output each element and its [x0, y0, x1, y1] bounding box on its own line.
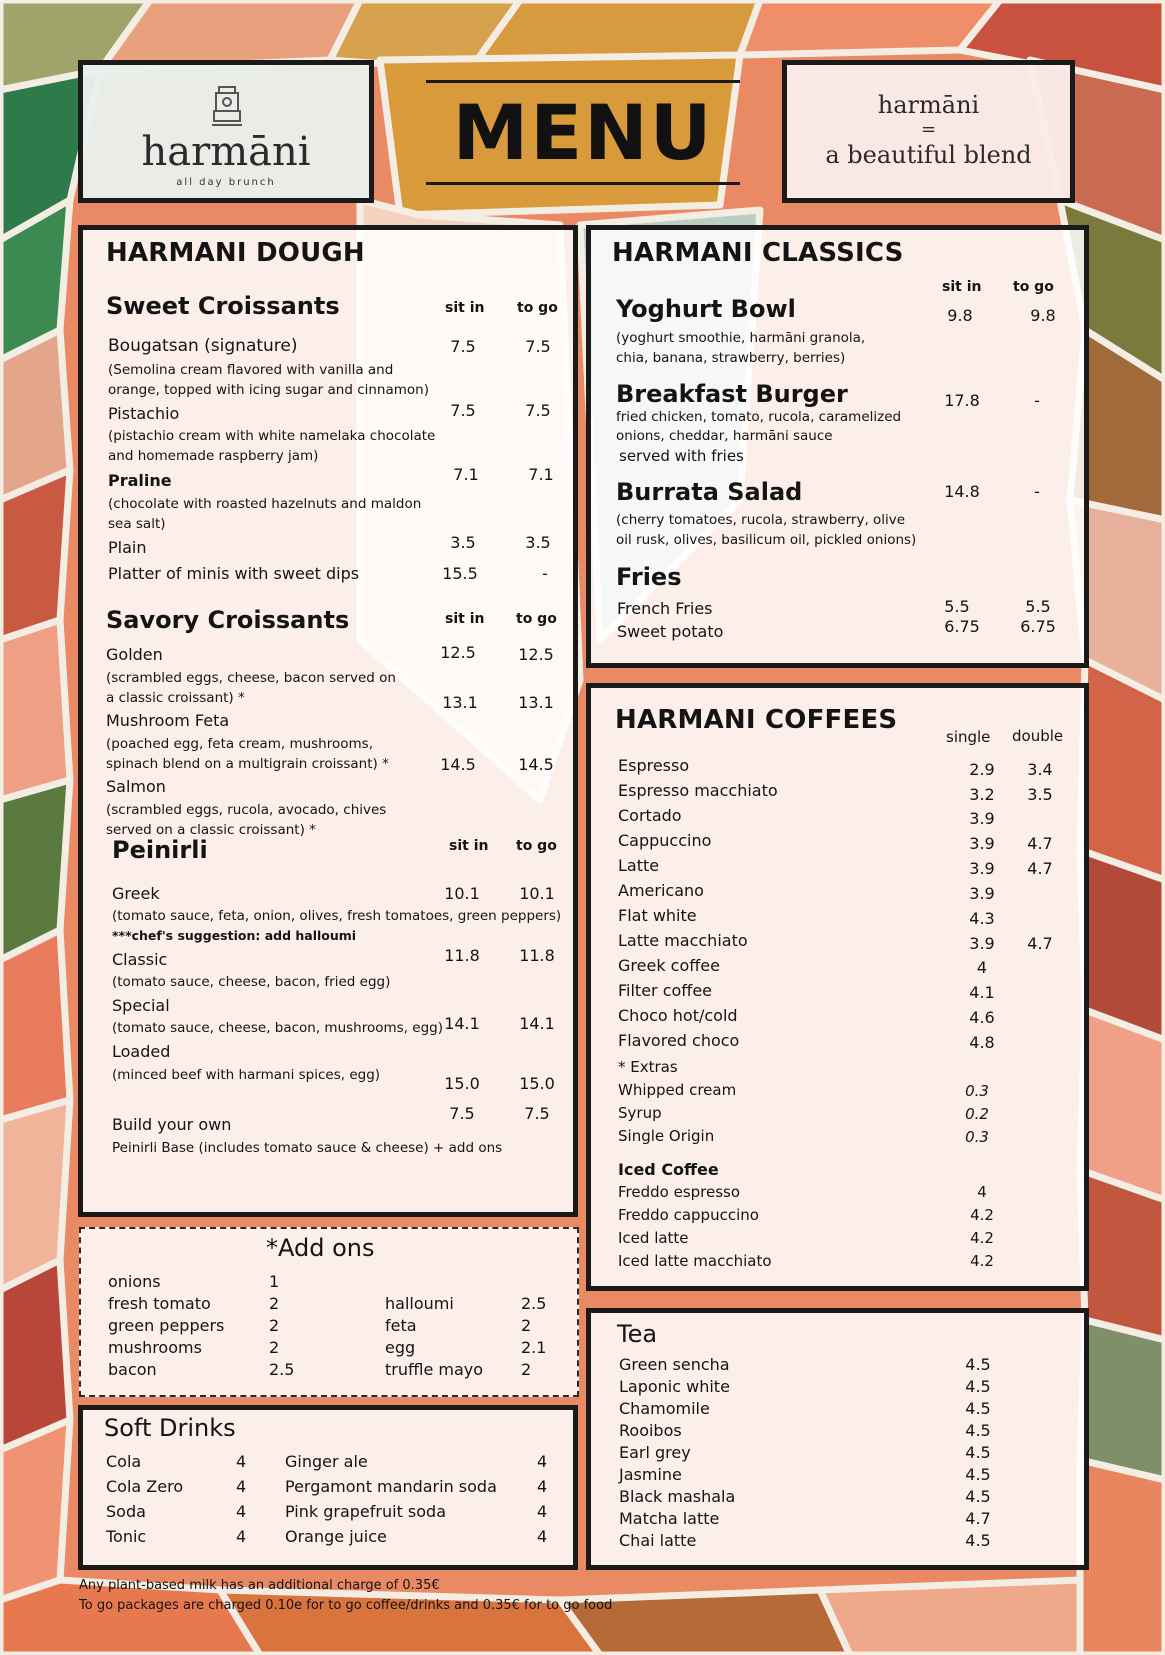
- menu-item-desc: chia, banana, strawberry, berries): [616, 350, 846, 366]
- drink-name: Pink grapefruit soda: [285, 1502, 447, 1521]
- logo-box: [78, 60, 374, 203]
- price-sit-in: 7.5: [450, 337, 476, 356]
- drink-price: 4: [236, 1477, 247, 1496]
- menu-item-name: Breakfast Burger: [616, 380, 848, 408]
- coffee-name: Americano: [618, 881, 704, 900]
- tea-price: 4.5: [965, 1399, 991, 1418]
- drink-name: Pergamont mandarin soda: [285, 1477, 497, 1496]
- price-to-go: 3.5: [525, 533, 551, 552]
- extras-title: * Extras: [618, 1058, 678, 1076]
- price-sit-in: 9.8: [947, 306, 973, 325]
- logo-tagline: all day brunch: [176, 177, 276, 188]
- price-to-go: 5.5: [1025, 597, 1051, 616]
- menu-item-desc: onions, cheddar, harmāni sauce: [616, 428, 833, 444]
- menu-item-name: Classic: [112, 950, 168, 969]
- price-sit-in: 3.5: [450, 533, 476, 552]
- coffees-title: HARMANI COFFEES: [615, 705, 898, 735]
- menu-item-name: Bougatsan (signature): [108, 336, 298, 356]
- menu-item-name: Plain: [108, 538, 147, 557]
- addon-name: halloumi: [385, 1294, 454, 1313]
- drink-price: 4: [537, 1502, 548, 1521]
- addon-name: egg: [385, 1338, 416, 1357]
- price-to-go: 11.8: [519, 946, 555, 965]
- coffee-name: Greek coffee: [618, 956, 720, 975]
- drink-name: Cola Zero: [106, 1477, 184, 1496]
- menu-item-name: Platter of minis with sweet dips: [108, 564, 360, 583]
- price-to-go: 7.1: [528, 465, 554, 484]
- addons-title: *Add ons: [266, 1234, 375, 1262]
- menu-item-desc: served on a classic croissant) *: [106, 822, 316, 838]
- coffee-name: Espresso macchiato: [618, 781, 778, 800]
- price-sit-in: 13.1: [442, 693, 478, 712]
- addon-name: truffle mayo: [385, 1360, 484, 1379]
- price-sit-in: 14.5: [440, 755, 476, 774]
- tea-name: Laponic white: [619, 1377, 730, 1396]
- drink-price: 4: [537, 1452, 548, 1471]
- peinirli-title: Peinirli: [112, 836, 208, 864]
- coffee-single-price: 4: [976, 958, 988, 977]
- menu-item-desc: (yoghurt smoothie, harmāni granola,: [616, 330, 866, 346]
- coffee-single-price: 4.1: [969, 983, 995, 1002]
- drink-price: 4: [537, 1477, 548, 1496]
- price-sit-in: 10.1: [444, 884, 480, 903]
- coffee-double-price: 3.4: [1027, 760, 1053, 779]
- savory-croissants-title: Savory Croissants: [106, 606, 350, 634]
- tea-price: 4.7: [965, 1509, 991, 1528]
- menu-item-desc: oil rusk, olives, basilicum oil, pickled onions): [616, 532, 917, 548]
- menu-item-name: Special: [112, 996, 170, 1015]
- footer-note-plant-milk: Any plant-based milk has an additional charge of 0.35€: [79, 1578, 440, 1593]
- menu-item-desc: (chocolate with roasted hazelnuts and maldon: [108, 496, 422, 512]
- price-to-go: 13.1: [518, 693, 554, 712]
- price-sit-in: 11.8: [444, 946, 480, 965]
- iced-name: Freddo cappuccino: [618, 1206, 759, 1224]
- extra-price: 0.2: [965, 1105, 989, 1123]
- sweet-to-go-header: to go: [517, 300, 558, 316]
- menu-item-desc: Peinirli Base (includes tomato sauce & cheese) + add ons: [112, 1140, 503, 1156]
- drink-price: 4: [236, 1527, 247, 1546]
- price-sit-in: 5.5: [944, 597, 970, 616]
- addon-price: 2.1: [521, 1338, 547, 1357]
- coffee-name: Flat white: [618, 906, 697, 925]
- coffee-single-price: 3.9: [969, 809, 995, 828]
- coffees-single-header: single: [946, 728, 991, 746]
- price-to-go: -: [1034, 482, 1040, 501]
- price-to-go: -: [542, 564, 548, 583]
- price-to-go: 9.8: [1030, 306, 1056, 325]
- classics-sit-in-header: sit in: [942, 279, 982, 295]
- coffee-name: Cortado: [618, 806, 682, 825]
- tea-title: Tea: [617, 1320, 658, 1348]
- tea-name: Rooibos: [619, 1421, 682, 1440]
- menu-item-name: Pistachio: [108, 404, 180, 423]
- price-to-go: 12.5: [518, 645, 554, 664]
- coffee-single-price: 3.9: [969, 834, 995, 853]
- iced-price: 4.2: [970, 1229, 994, 1247]
- tea-price: 4.5: [965, 1487, 991, 1506]
- price-sit-in: 7.5: [450, 401, 476, 420]
- menu-item-desc: (tomato sauce, cheese, bacon, fried egg): [112, 974, 391, 990]
- tea-name: Green sencha: [619, 1355, 730, 1374]
- menu-item-desc: (Semolina cream flavored with vanilla and: [108, 362, 394, 378]
- tea-name: Earl grey: [619, 1443, 691, 1462]
- coffee-name: Choco hot/cold: [618, 1006, 738, 1025]
- menu-item-name: Greek: [112, 884, 160, 903]
- footer-note-to-go: To go packages are charged 0.10e for to go coffee/drinks and 0.35€ for to go food: [79, 1598, 613, 1613]
- coffee-single-price: 4.8: [969, 1033, 995, 1052]
- drink-name: Tonic: [106, 1527, 147, 1546]
- addon-name: green peppers: [108, 1316, 225, 1335]
- menu-item-name: Praline: [108, 471, 172, 490]
- menu-item-desc: fried chicken, tomato, rucola, caramelized: [616, 409, 902, 425]
- coffee-double-price: 4.7: [1027, 834, 1053, 853]
- tea-name: Matcha latte: [619, 1509, 720, 1528]
- peinirli-sit-in-header: sit in: [449, 838, 489, 854]
- menu-item-desc: (scrambled eggs, cheese, bacon served on: [106, 670, 396, 686]
- fries-title: Fries: [616, 563, 682, 591]
- addon-price: 2: [521, 1316, 532, 1335]
- peinirli-to-go-header: to go: [516, 838, 557, 854]
- drink-price: 4: [537, 1527, 548, 1546]
- tea-name: Jasmine: [619, 1465, 682, 1484]
- classics-title: HARMANI CLASSICS: [612, 238, 904, 268]
- tagline-line2: a beautiful blend: [825, 141, 1032, 169]
- iced-price: 4: [977, 1183, 987, 1201]
- addon-name: bacon: [108, 1360, 157, 1379]
- dough-title: HARMANI DOUGH: [106, 238, 365, 268]
- iced-price: 4.2: [970, 1252, 994, 1270]
- extra-price: 0.3: [965, 1128, 989, 1146]
- tea-price: 4.5: [965, 1465, 991, 1484]
- iced-name: Freddo espresso: [618, 1183, 741, 1201]
- price-sit-in: 6.75: [944, 617, 980, 636]
- menu-title-rule-bottom: [426, 182, 740, 185]
- menu-item-desc: orange, topped with icing sugar and cinnamon): [108, 382, 429, 398]
- price-to-go: 15.0: [519, 1074, 555, 1093]
- addon-price: 2: [521, 1360, 532, 1379]
- tea-price: 4.5: [965, 1377, 991, 1396]
- drink-price: 4: [236, 1452, 247, 1471]
- addon-price: 2.5: [521, 1294, 547, 1313]
- menu-item-desc: (pistachio cream with white namelaka chocolate: [108, 428, 436, 444]
- price-to-go: 10.1: [519, 884, 555, 903]
- menu-item-desc: (scrambled eggs, rucola, avocado, chives: [106, 802, 387, 818]
- coffee-single-price: 2.9: [969, 760, 995, 779]
- coffee-single-price: 4.3: [969, 909, 995, 928]
- coffee-single-price: 3.9: [969, 934, 995, 953]
- menu-item-name: Salmon: [106, 777, 166, 796]
- price-to-go: 7.5: [525, 401, 551, 420]
- tea-price: 4.5: [965, 1421, 991, 1440]
- addon-price: 1: [269, 1272, 280, 1291]
- menu-item-name: French Fries: [617, 599, 713, 618]
- price-sit-in: 12.5: [440, 643, 476, 662]
- menu-item-desc: spinach blend on a multigrain croissant) *: [106, 756, 389, 772]
- price-to-go: 7.5: [525, 337, 551, 356]
- coffee-name: Cappuccino: [618, 831, 712, 850]
- drink-name: Soda: [106, 1502, 146, 1521]
- menu-item-desc: (poached egg, feta cream, mushrooms,: [106, 736, 373, 752]
- drink-price: 4: [236, 1502, 247, 1521]
- savory-sit-in-header: sit in: [445, 611, 485, 627]
- iced-name: Iced latte: [618, 1229, 689, 1247]
- menu-title: MENU: [452, 88, 714, 177]
- price-to-go: 6.75: [1020, 617, 1056, 636]
- menu-item-desc: (tomato sauce, feta, onion, olives, fresh tomatoes, green peppers): [112, 908, 562, 924]
- extra-price: 0.3: [965, 1082, 989, 1100]
- price-to-go: 7.5: [524, 1104, 550, 1123]
- tea-price: 4.5: [965, 1443, 991, 1462]
- soft-drinks-title: Soft Drinks: [104, 1414, 236, 1442]
- menu-item-desc: served with fries: [619, 447, 744, 465]
- coffee-name: Espresso: [618, 756, 690, 775]
- tea-price: 4.5: [965, 1355, 991, 1374]
- addon-name: feta: [385, 1316, 417, 1335]
- coffees-double-header: double: [1012, 727, 1064, 745]
- addon-name: mushrooms: [108, 1338, 202, 1357]
- tea-name: Black mashala: [619, 1487, 736, 1506]
- coffee-double-price: 4.7: [1027, 934, 1053, 953]
- menu-item-desc: (tomato sauce, cheese, bacon, mushrooms, egg): [112, 1020, 443, 1036]
- coffee-single-price: 3.9: [969, 859, 995, 878]
- addon-name: onions: [108, 1272, 161, 1291]
- price-sit-in: 14.1: [444, 1014, 480, 1033]
- menu-item-desc: (minced beef with harmani spices, egg): [112, 1067, 381, 1083]
- sweet-croissants-title: Sweet Croissants: [106, 292, 340, 320]
- chef-suggestion: ***chef's suggestion: add halloumi: [112, 928, 357, 943]
- menu-item-name: Mushroom Feta: [106, 711, 230, 730]
- tea-name: Chai latte: [619, 1531, 697, 1550]
- addon-name: fresh tomato: [108, 1294, 211, 1313]
- tea-name: Chamomile: [619, 1399, 710, 1418]
- coffee-double-price: 3.5: [1027, 785, 1053, 804]
- coffee-single-price: 4.6: [969, 1008, 995, 1027]
- coffee-double-price: 4.7: [1027, 859, 1053, 878]
- menu-item-name: Loaded: [112, 1042, 171, 1061]
- menu-item-name: Golden: [106, 645, 163, 664]
- price-sit-in: 15.5: [442, 564, 478, 583]
- addon-price: 2: [269, 1294, 280, 1313]
- coffee-name: Latte: [618, 856, 660, 875]
- tagline-line1: harmāni: [877, 91, 980, 119]
- menu-item-desc: (cherry tomatoes, rucola, strawberry, olive: [616, 512, 906, 528]
- coffee-name: Flavored choco: [618, 1031, 740, 1050]
- tea-price: 4.5: [965, 1531, 991, 1550]
- coffee-name: Filter coffee: [618, 981, 713, 1000]
- savory-to-go-header: to go: [516, 611, 557, 627]
- price-to-go: 14.1: [519, 1014, 555, 1033]
- menu-item-name: Build your own: [112, 1115, 232, 1134]
- drink-name: Orange juice: [285, 1527, 387, 1546]
- menu-item-desc: a classic croissant) *: [106, 690, 245, 706]
- coffee-single-price: 3.9: [969, 884, 995, 903]
- tagline-equals: =: [920, 119, 937, 140]
- coffee-name: Latte macchiato: [618, 931, 748, 950]
- menu-title-rule-top: [426, 80, 740, 83]
- price-to-go: -: [1034, 391, 1040, 410]
- addon-price: 2: [269, 1338, 280, 1357]
- sweet-sit-in-header: sit in: [445, 300, 485, 316]
- addon-price: 2.5: [269, 1360, 295, 1379]
- drink-name: Cola: [106, 1452, 142, 1471]
- tagline-box: [782, 60, 1075, 203]
- drink-name: Ginger ale: [285, 1452, 368, 1471]
- price-sit-in: 17.8: [944, 391, 980, 410]
- menu-item-desc: sea salt): [108, 516, 166, 532]
- iced-coffee-title: Iced Coffee: [618, 1160, 719, 1179]
- iced-price: 4.2: [970, 1206, 994, 1224]
- menu-item-name: Burrata Salad: [616, 478, 803, 506]
- addon-price: 2: [269, 1316, 280, 1335]
- coffee-single-price: 3.2: [969, 785, 995, 804]
- extra-name: Whipped cream: [618, 1081, 737, 1099]
- classics-to-go-header: to go: [1013, 279, 1054, 295]
- price-sit-in: 7.5: [449, 1104, 475, 1123]
- price-sit-in: 14.8: [944, 482, 980, 501]
- extra-name: Syrup: [618, 1104, 662, 1122]
- logo-name: harmāni: [141, 129, 311, 175]
- price-sit-in: 7.1: [453, 465, 479, 484]
- menu-item-name: Yoghurt Bowl: [616, 295, 796, 323]
- menu-item-desc: and homemade raspberry jam): [108, 448, 319, 464]
- iced-name: Iced latte macchiato: [618, 1252, 772, 1270]
- coffee-machine-icon: [210, 85, 244, 129]
- price-to-go: 14.5: [518, 755, 554, 774]
- price-sit-in: 15.0: [444, 1074, 480, 1093]
- menu-item-name: Sweet potato: [617, 622, 724, 641]
- extra-name: Single Origin: [618, 1127, 715, 1145]
